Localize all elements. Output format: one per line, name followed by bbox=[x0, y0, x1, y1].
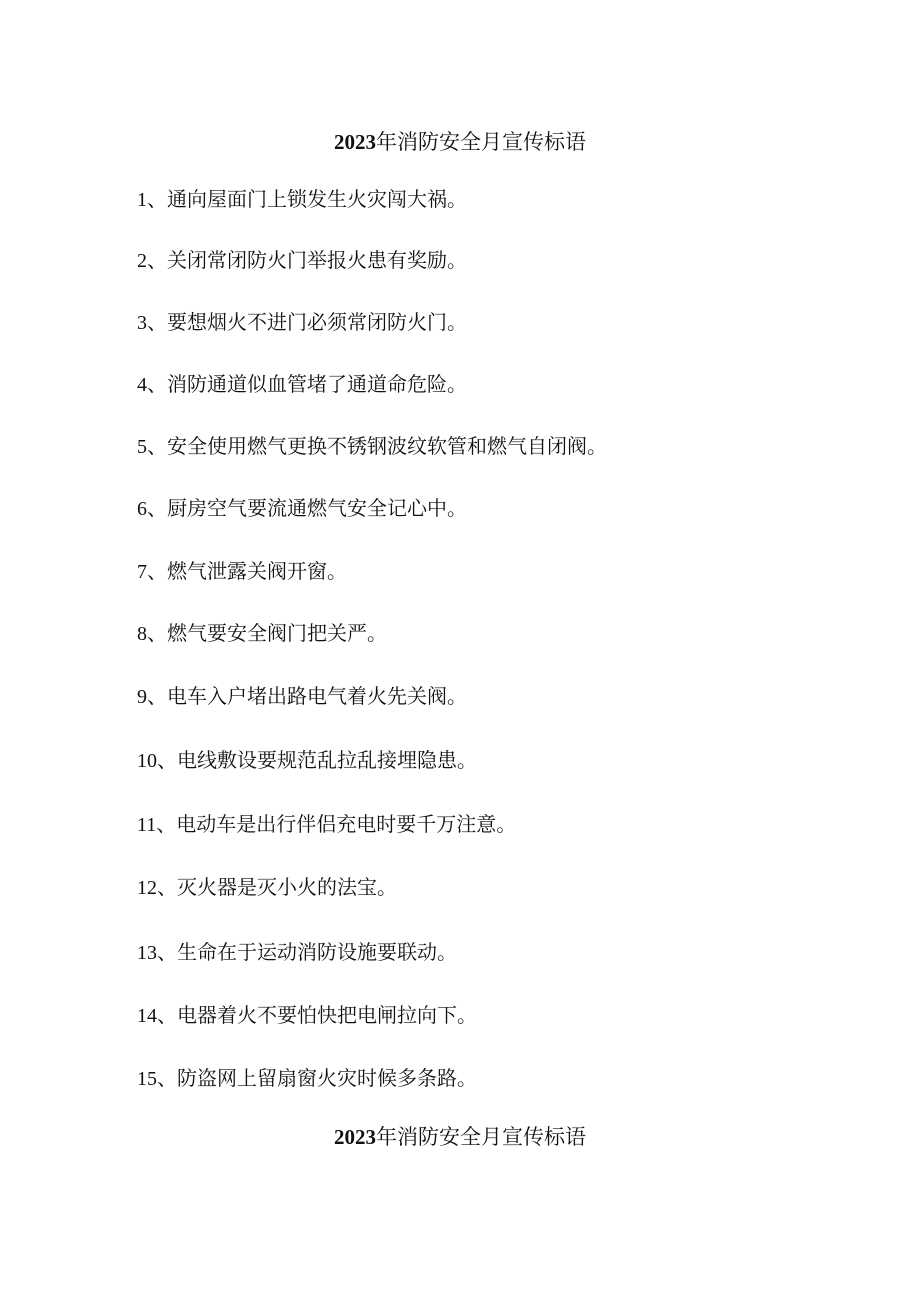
slogan-item bbox=[137, 431, 607, 462]
slogan-text: 灭火器是灭小火的法宝。 bbox=[177, 875, 397, 899]
slogan-item bbox=[137, 937, 457, 968]
slogan-item bbox=[137, 493, 467, 524]
slogan-text: 电动车是出行伴侣充电时要千万注意。 bbox=[176, 812, 517, 836]
slogan-number: 5、 bbox=[137, 436, 167, 458]
title-year: 2023 bbox=[334, 130, 376, 154]
slogan-item bbox=[137, 556, 347, 587]
slogan-text: 燃气要安全阀门把关严。 bbox=[167, 621, 387, 645]
slogan-item bbox=[137, 681, 467, 712]
slogan-text: 安全使用燃气更换不锈钢波纹软管和燃气自闭阀。 bbox=[167, 434, 607, 458]
slogan-item bbox=[137, 369, 467, 400]
slogan-number: 12、 bbox=[137, 877, 177, 899]
slogan-text: 电器着火不要怕快把电闸拉向下。 bbox=[177, 1003, 477, 1027]
slogan-number: 8、 bbox=[137, 623, 167, 645]
slogan-text: 防盗网上留扇窗火灾时候多条路。 bbox=[177, 1066, 477, 1090]
slogan-item bbox=[137, 1063, 477, 1094]
slogan-item bbox=[137, 245, 467, 276]
slogan-number: 1、 bbox=[137, 189, 167, 211]
title-text: 年消防安全月宣传标语 bbox=[376, 130, 586, 154]
slogan-text: 厨房空气要流通燃气安全记心中。 bbox=[167, 496, 467, 520]
slogan-text: 电车入户堵出路电气着火先关阀。 bbox=[167, 684, 467, 708]
slogan-number: 14、 bbox=[137, 1005, 177, 1027]
slogan-text: 电线敷设要规范乱拉乱接埋隐患。 bbox=[177, 748, 477, 772]
slogan-number: 4、 bbox=[137, 374, 167, 396]
slogan-text: 消防通道似血管堵了通道命危险。 bbox=[167, 372, 467, 396]
slogan-item bbox=[137, 307, 467, 338]
slogan-text: 燃气泄露关阀开窗。 bbox=[167, 559, 347, 583]
slogan-text: 通向屋面门上锁发生火灾闯大祸。 bbox=[167, 187, 467, 211]
slogan-number: 15、 bbox=[137, 1068, 177, 1090]
slogan-text: 关闭常闭防火门举报火患有奖励。 bbox=[167, 248, 467, 272]
slogan-text: 生命在于运动消防设施要联动。 bbox=[177, 940, 457, 964]
slogan-number: 7、 bbox=[137, 561, 167, 583]
slogan-item bbox=[137, 872, 397, 903]
document-title bbox=[0, 127, 920, 157]
slogan-number: 11、 bbox=[137, 814, 177, 836]
slogan-item bbox=[137, 809, 516, 840]
slogan-item bbox=[137, 184, 467, 215]
slogan-number: 2、 bbox=[137, 250, 167, 272]
slogan-number: 13、 bbox=[137, 942, 177, 964]
title-year: 2023 bbox=[334, 1125, 376, 1149]
document-title-repeat bbox=[0, 1122, 920, 1152]
title-text: 年消防安全月宣传标语 bbox=[376, 1125, 586, 1149]
slogan-item bbox=[137, 745, 477, 776]
slogan-number: 6、 bbox=[137, 498, 167, 520]
slogan-number: 3、 bbox=[137, 312, 167, 334]
slogan-number: 9、 bbox=[137, 686, 167, 708]
slogan-text: 要想烟火不进门必须常闭防火门。 bbox=[167, 310, 467, 334]
slogan-item bbox=[137, 618, 387, 649]
slogan-number: 10、 bbox=[137, 750, 177, 772]
slogan-item bbox=[137, 1000, 477, 1031]
